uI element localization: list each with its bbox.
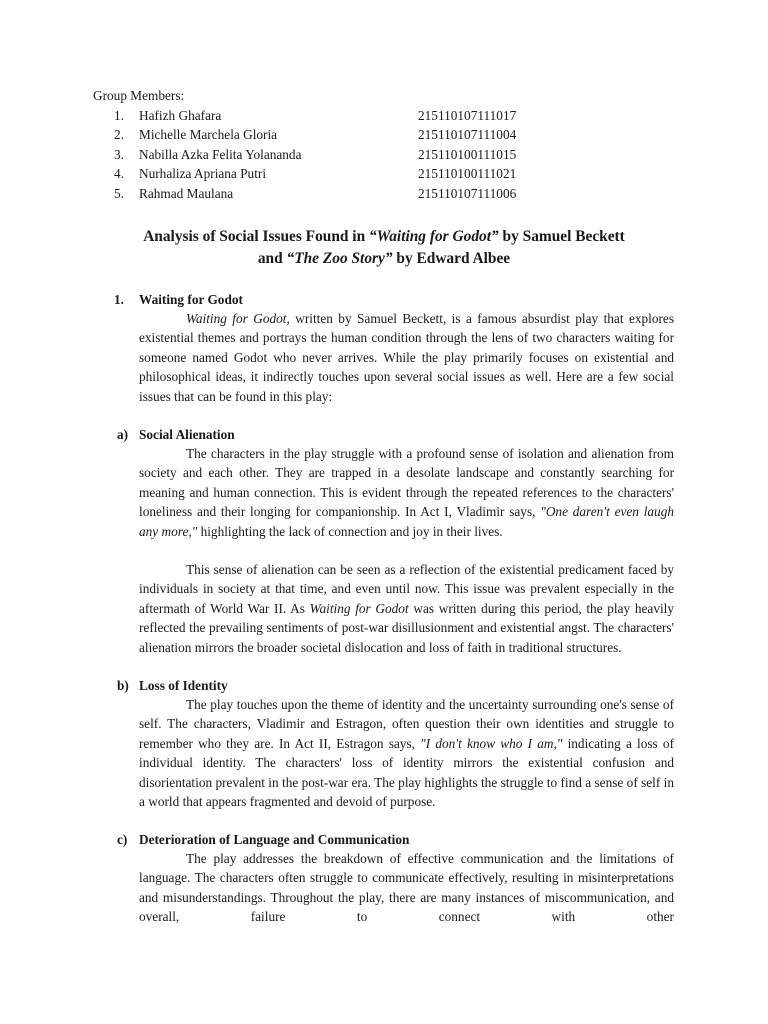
subsection-heading: Loss of Identity (139, 678, 228, 693)
member-number: 2. (114, 127, 124, 142)
paragraph: The play touches upon the theme of identity and the uncertainty surrounding one's sense of self. The characters, Vladimir and Estragon, often question their own identities and struggle to remember who they are. In Act II, Estragon says, "I don't know who I am," indicating a loss of individual identity. The characters' loss of identity mirrors the existential confusion and disorientation prevalent in the post-war era. The play highlights the struggle to find a sense of self in a world that appears fragmented and devoid of purpose. (139, 697, 674, 810)
paragraph: The play addresses the breakdown of effective communication and the limitations of language. The characters often struggle to communicate effectively, resulting in misinterpretations and misunderstandings. Throughout the play, there are many instances of miscommunication, and overall, failure to connect with other (139, 851, 674, 925)
section-heading: Waiting for Godot (139, 292, 243, 307)
member-name: Nurhaliza Apriana Putri (139, 166, 267, 181)
document-title-line-1: Analysis of Social Issues Found in “Waiting for Godot” by Samuel Beckett (143, 228, 625, 245)
subsection-label: b) (117, 678, 129, 693)
member-number: 1. (114, 108, 124, 123)
member-name: Rahmad Maulana (139, 186, 234, 201)
subsection-label: c) (117, 832, 128, 847)
member-id: 215110107111004 (418, 127, 517, 142)
member-number: 3. (114, 147, 124, 162)
section-number: 1. (114, 292, 124, 307)
member-name: Nabilla Azka Felita Yolananda (139, 147, 302, 162)
member-name: Hafizh Ghafara (139, 108, 222, 123)
subsection-heading: Deterioration of Language and Communication (139, 832, 410, 847)
member-name: Michelle Marchela Gloria (139, 127, 278, 142)
member-number: 4. (114, 166, 124, 181)
paragraph: The characters in the play struggle with a profound sense of isolation and alienation from society and each other. They are trapped in a desolate landscape and constantly searching for meaning and human connection. This is evident through the repeated references to the characters' loneliness and their longing for companionship. In Act I, Vladimir says, "One daren't even laugh any more," highlighting the lack of connection and joy in their lives. (139, 446, 674, 539)
group-members-label: Group Members: (93, 88, 185, 103)
member-id: 215110107111006 (418, 186, 517, 201)
section-intro-paragraph: Waiting for Godot, written by Samuel Beckett, is a famous absurdist play that explores existential themes and portrays the human condition through the lens of two characters waiting for someone named Godot who never arrives. While the play primarily focuses on existential and philosophical ideas, it indirectly touches upon several social issues as well. Here are a few social issues that can be found in this play: (139, 311, 674, 404)
document-title-line-2: and “The Zoo Story” by Edward Albee (257, 250, 511, 267)
subsection-heading: Social Alienation (139, 427, 235, 442)
member-id: 215110107111017 (418, 108, 517, 123)
member-id: 215110100111015 (418, 147, 517, 162)
member-id: 215110100111021 (418, 166, 517, 181)
member-number: 5. (114, 186, 124, 201)
subsection-label: a) (117, 427, 129, 442)
paragraph: This sense of alienation can be seen as a reflection of the existential predicament faced by individuals in society at that time, and even until now. This issue was prevalent especially in the aftermath of World War II. As Waiting for Godot was written during this period, the play heavily reflected the prevailing sentiments of post-war disillusionment and existential angst. The characters' alienation mirrors the broader societal dislocation and loss of faith in traditional structures. (139, 562, 675, 655)
